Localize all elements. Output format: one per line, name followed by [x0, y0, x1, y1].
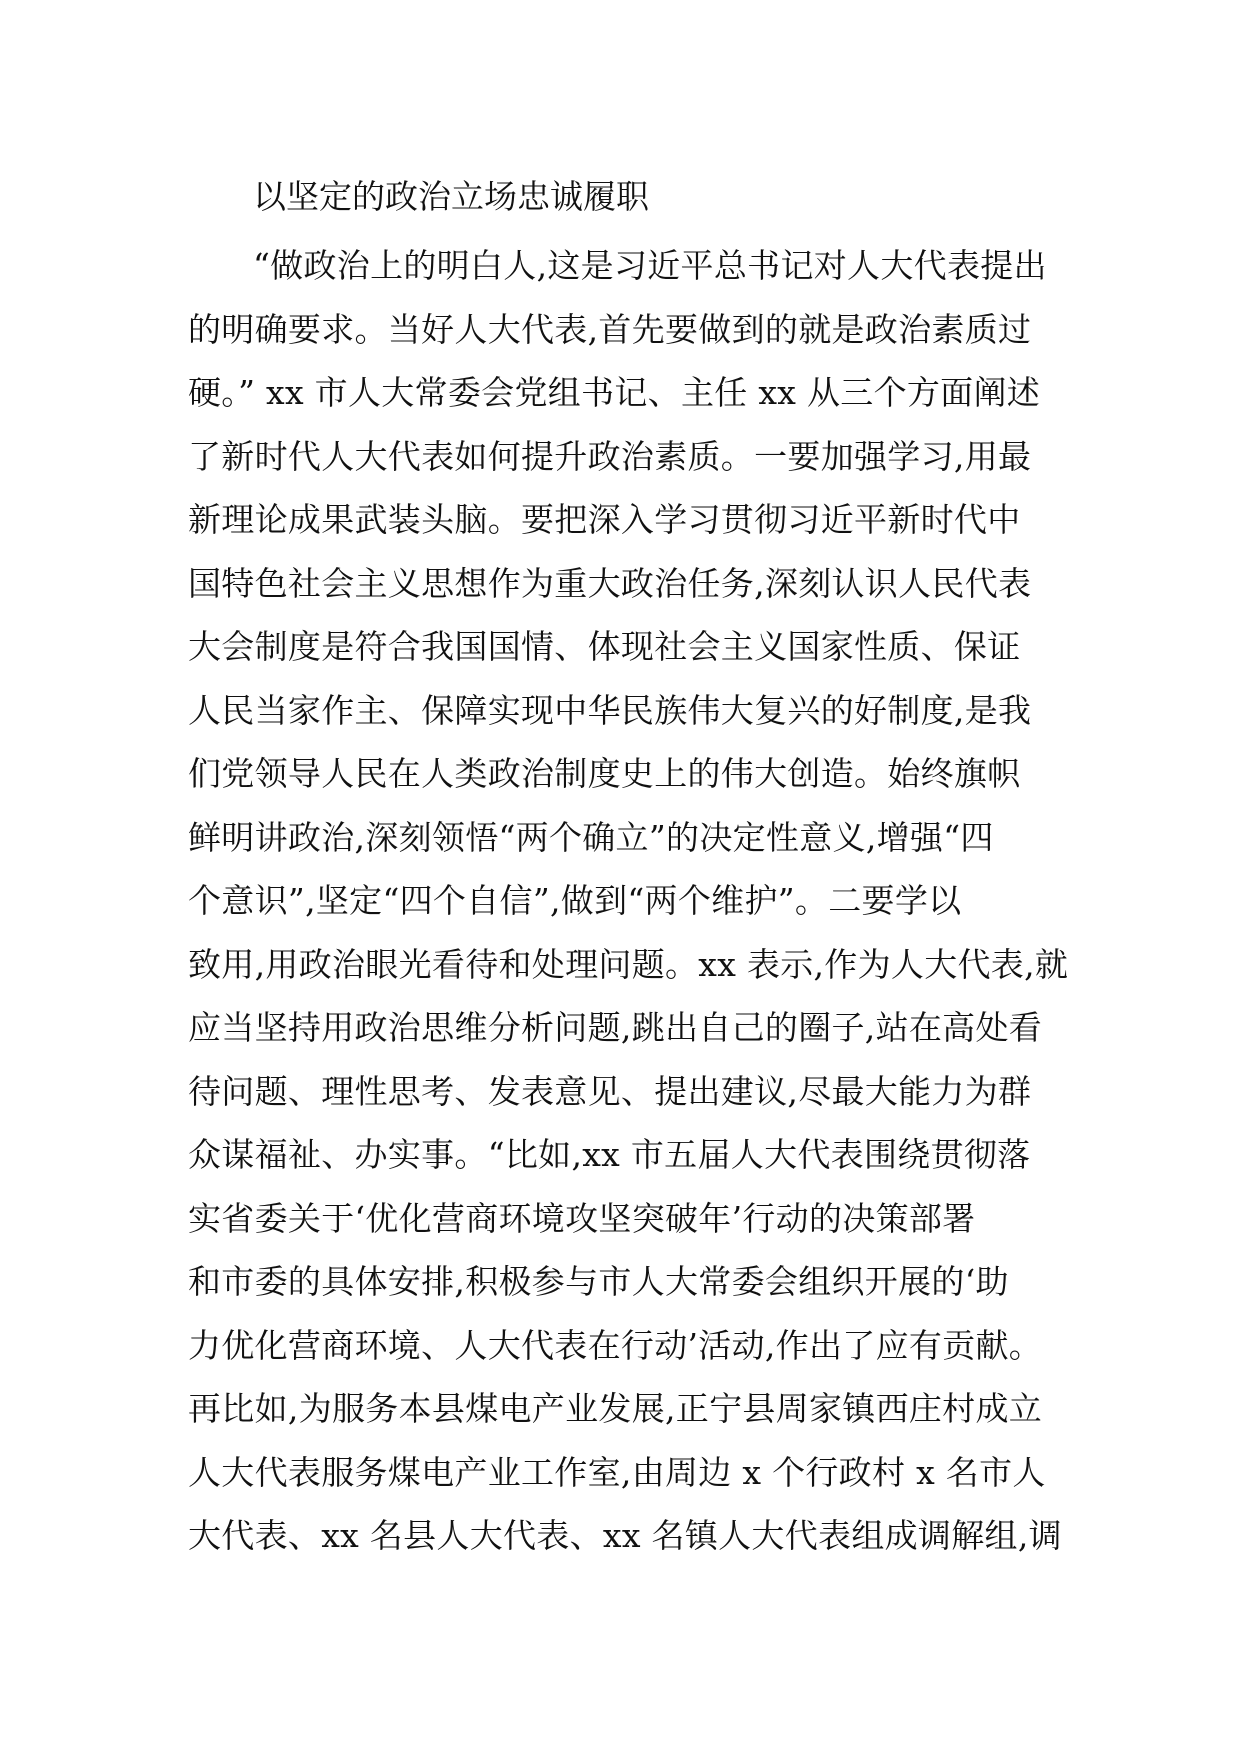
paragraph-line: 待问题、理性思考、发表意见、提出建议,尽最大能力为群	[188, 1071, 1032, 1111]
paragraph-line: 国特色社会主义思想作为重大政治任务,深刻认识人民代表	[188, 563, 1032, 603]
paragraph-line: 人民当家作主、保障实现中华民族伟大复兴的好制度,是我	[188, 690, 1032, 730]
paragraph-line: 了新时代人大代表如何提升政治素质。一要加强学习,用最	[188, 436, 1032, 476]
paragraph-line: 致用,用政治眼光看待和处理问题。xx 表示,作为人大代表,就	[188, 944, 1069, 984]
paragraph-line: 们党领导人民在人类政治制度史上的伟大创造。始终旗帜	[188, 754, 1021, 793]
paragraph-line: 力优化营商环境、人大代表在行动’活动,作出了应有贡献。	[188, 1325, 1043, 1365]
paragraph-line: 和市委的具体安排,积极参与市人大常委会组织开展的‘助	[188, 1262, 1009, 1301]
paragraph-line: “做政治上的明白人,这是习近平总书记对人大代表提出	[253, 246, 1047, 285]
document-body	[188, 234, 1068, 1568]
paragraph-line: 人大代表服务煤电产业工作室,由周边 x 个行政村 x 名市人	[188, 1452, 1046, 1492]
paragraph-line: 鲜明讲政治,深刻领悟“两个确立”的决定性意义,增强“四	[188, 817, 994, 857]
paragraph-line: 的明确要求。当好人大代表,首先要做到的就是政治素质过	[188, 309, 1032, 349]
paragraph-line: 个意识”,坚定“四个自信”,做到“两个维护”。二要学以	[188, 881, 962, 920]
paragraph-line: 众谋福祉、办实事。“比如,xx 市五届人大代表围绕贯彻落	[188, 1135, 1031, 1174]
paragraph-line: 再比如,为服务本县煤电产业发展,正宁县周家镇西庄村成立	[188, 1389, 1043, 1428]
paragraph-line: 硬。” xx 市人大常委会党组书记、主任 xx 从三个方面阐述	[188, 373, 1041, 412]
paragraph-line: 新理论成果武装头脑。要把深入学习贯彻习近平新时代中	[188, 500, 1021, 539]
document-title: 以坚定的政治立场忠诚履职	[253, 177, 649, 216]
paragraph-line: 实省委关于‘优化营商环境攻坚突破年’行动的决策部署	[188, 1198, 976, 1238]
paragraph-line: 大代表、xx 名县人大代表、xx 名镇人大代表组成调解组,调	[188, 1516, 1062, 1555]
paragraph-line: 大会制度是符合我国国情、体现社会主义国家性质、保证	[188, 627, 1021, 666]
paragraph-line: 应当坚持用政治思维分析问题,跳出自己的圈子,站在高处看	[188, 1008, 1043, 1047]
